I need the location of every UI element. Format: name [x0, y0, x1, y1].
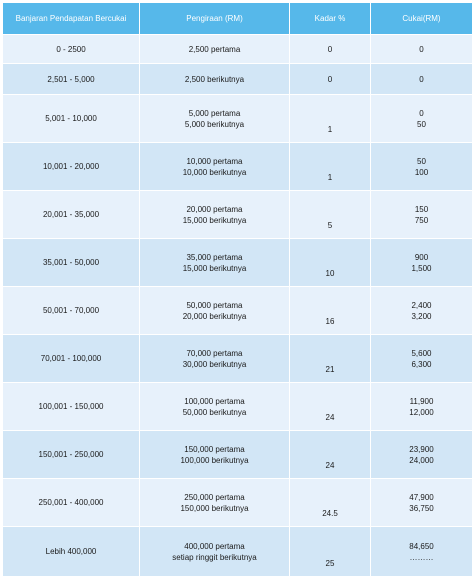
tax-rate-table [2, 2, 473, 577]
table-row [3, 479, 473, 527]
band-cell: 150,001 - 250,000 [3, 431, 140, 479]
tax-cell [371, 239, 473, 287]
tax-line: 0 [419, 44, 424, 54]
rate-cell: 24.5 [290, 479, 371, 527]
tax-line: 23,900 [409, 444, 434, 454]
band-cell: 35,001 - 50,000 [3, 239, 140, 287]
rate-cell: 24 [290, 383, 371, 431]
rate-cell: 21 [290, 335, 371, 383]
calc-line: 100,000 pertama [184, 396, 245, 406]
header-rate: Kadar % [290, 3, 371, 35]
tax-cell [371, 287, 473, 335]
tax-line: 1,500 [411, 263, 432, 273]
tax-line: 150 [414, 204, 429, 214]
calc-cell [140, 95, 290, 143]
tax-line: 0 [419, 108, 424, 118]
calc-cell [140, 143, 290, 191]
calc-line: 2,500 pertama [188, 44, 241, 54]
band-cell: 10,001 - 20,000 [3, 143, 140, 191]
table-row [3, 431, 473, 479]
calc-line: 35,000 pertama [186, 252, 243, 262]
tax-cell [371, 35, 473, 64]
calc-line: 50,000 berikutnya [182, 407, 247, 417]
calc-line: 15,000 berikutnya [182, 215, 247, 225]
calc-cell [140, 479, 290, 527]
rate-cell: 1 [290, 143, 371, 191]
tax-line: 24,000 [409, 455, 434, 465]
calc-line: 400,000 pertama [184, 541, 245, 551]
calc-line: 250,000 pertama [184, 492, 245, 502]
rate-cell: 5 [290, 191, 371, 239]
calc-line: 100,000 berikutnya [180, 455, 249, 465]
band-cell: 250,001 - 400,000 [3, 479, 140, 527]
table-row [3, 335, 473, 383]
calc-cell [140, 431, 290, 479]
tax-cell [371, 64, 473, 95]
tax-line: 0 [419, 74, 424, 84]
calc-line: 30,000 berikutnya [182, 359, 247, 369]
tax-cell [371, 191, 473, 239]
rate-cell: 24 [290, 431, 371, 479]
rate-cell: 1 [290, 95, 371, 143]
calc-line: 2,500 berikutnya [184, 74, 245, 84]
rate-cell: 0 [290, 64, 371, 95]
calc-line: 70,000 pertama [186, 348, 243, 358]
calc-line: 50,000 pertama [186, 300, 243, 310]
calc-line: 150,000 pertama [184, 444, 245, 454]
rate-cell: 10 [290, 239, 371, 287]
table-row [3, 143, 473, 191]
calc-cell [140, 239, 290, 287]
calc-line: 10,000 berikutnya [182, 167, 247, 177]
tax-cell [371, 527, 473, 577]
tax-cell [371, 143, 473, 191]
table-row [3, 287, 473, 335]
tax-cell [371, 479, 473, 527]
tax-cell [371, 383, 473, 431]
calc-cell [140, 527, 290, 577]
calc-line: 20,000 berikutnya [182, 311, 247, 321]
table-row [3, 191, 473, 239]
rate-cell: 16 [290, 287, 371, 335]
band-cell: Lebih 400,000 [3, 527, 140, 577]
tax-line: 12,000 [409, 407, 434, 417]
calc-line: 150,000 berikutnya [180, 503, 249, 513]
calc-cell [140, 64, 290, 95]
tax-line: 5,600 [411, 348, 432, 358]
band-cell: 5,001 - 10,000 [3, 95, 140, 143]
table-row [3, 527, 473, 577]
calc-line: setiap ringgit berikutnya [172, 552, 257, 562]
tax-line: 84,650 [409, 541, 434, 551]
tax-line: ……… [409, 552, 434, 562]
table-row [3, 35, 473, 64]
calc-line: 5,000 pertama [188, 108, 241, 118]
calc-line: 20,000 pertama [186, 204, 243, 214]
band-cell: 100,001 - 150,000 [3, 383, 140, 431]
tax-line: 100 [414, 167, 429, 177]
header-calculation: Pengiraan (RM) [140, 3, 290, 35]
tax-line: 50 [417, 119, 426, 129]
band-cell: 0 - 2500 [3, 35, 140, 64]
tax-line: 2,400 [411, 300, 432, 310]
table-row [3, 239, 473, 287]
calc-cell [140, 335, 290, 383]
table-row [3, 95, 473, 143]
tax-cell [371, 95, 473, 143]
calc-line: 10,000 pertama [186, 156, 243, 166]
calc-line: 5,000 berikutnya [184, 119, 245, 129]
tax-cell [371, 431, 473, 479]
tax-line: 750 [414, 215, 429, 225]
tax-cell [371, 335, 473, 383]
band-cell: 50,001 - 70,000 [3, 287, 140, 335]
rate-cell: 25 [290, 527, 371, 577]
calc-cell [140, 191, 290, 239]
calc-cell [140, 383, 290, 431]
table-row [3, 64, 473, 95]
table-row [3, 383, 473, 431]
header-band: Banjaran Pendapatan Bercukai [3, 3, 140, 35]
tax-line: 6,300 [411, 359, 432, 369]
tax-line: 900 [414, 252, 429, 262]
calc-cell [140, 287, 290, 335]
band-cell: 2,501 - 5,000 [3, 64, 140, 95]
tax-line: 36,750 [409, 503, 434, 513]
rate-cell: 0 [290, 35, 371, 64]
band-cell: 70,001 - 100,000 [3, 335, 140, 383]
calc-line: 15,000 berikutnya [182, 263, 247, 273]
calc-cell [140, 35, 290, 64]
tax-line: 50 [417, 156, 426, 166]
band-cell: 20,001 - 35,000 [3, 191, 140, 239]
tax-line: 3,200 [411, 311, 432, 321]
tax-line: 11,900 [409, 396, 434, 406]
header-tax: Cukai(RM) [371, 3, 473, 35]
table-header-row [3, 3, 473, 35]
tax-line: 47,900 [409, 492, 434, 502]
